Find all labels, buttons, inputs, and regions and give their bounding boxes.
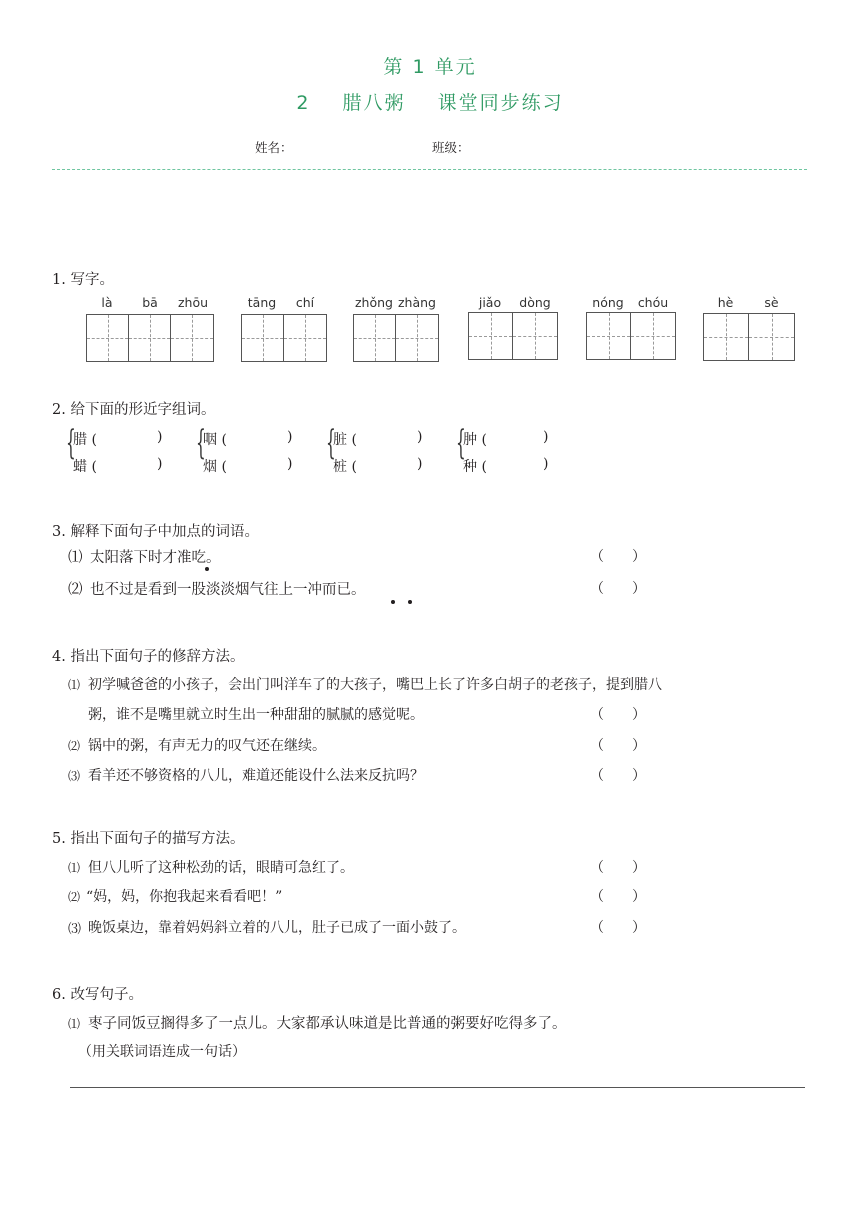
answer-parens[interactable]: （ ） — [590, 738, 646, 754]
close-paren: ) — [543, 456, 549, 472]
writing-grid[interactable] — [241, 314, 327, 362]
pinyin: jiǎo — [478, 295, 502, 310]
q1-title: 1. 写字。 — [52, 272, 114, 288]
pinyin: chí — [295, 295, 315, 310]
name-label: 姓名： — [255, 140, 293, 155]
emphasis-dot — [205, 567, 209, 571]
lesson-type: 课堂同步练习 — [437, 92, 564, 114]
answer-parens[interactable]: （ ） — [590, 920, 646, 936]
lesson-name: 腊八粥 — [342, 92, 406, 114]
word-pair-a: 腊 ( — [73, 432, 97, 448]
item-number: ⑴ — [68, 1017, 81, 1031]
writing-grid[interactable] — [468, 312, 558, 360]
writing-cell[interactable] — [631, 313, 675, 359]
pinyin: hè — [717, 295, 734, 310]
writing-cell[interactable] — [129, 315, 171, 361]
writing-grid[interactable] — [703, 313, 795, 361]
writing-cell[interactable] — [284, 315, 326, 361]
writing-cell[interactable] — [587, 313, 631, 359]
close-paren: ) — [287, 456, 293, 472]
pinyin: zhōu — [177, 295, 209, 310]
pinyin: bā — [142, 295, 158, 310]
item-number: ⑴ — [68, 861, 81, 875]
writing-cell[interactable] — [513, 313, 557, 359]
sentence: 枣子同饭豆搁得多了一点儿。大家都承认味道是比普通的粥要好吃得多了。 — [88, 1016, 567, 1032]
sentence: 太阳落下时才准吃。 — [90, 550, 221, 566]
word-pair-b: 种 ( — [463, 459, 487, 475]
answer-parens[interactable]: （ ） — [590, 768, 646, 784]
close-paren: ) — [157, 429, 163, 445]
sentence: 锅中的粥，有声无力的叹气还在继续。 — [88, 738, 326, 754]
emphasis-dot — [408, 600, 412, 604]
answer-parens[interactable]: （ ） — [590, 889, 646, 905]
item-number: ⑶ — [68, 922, 82, 937]
sentence: 初学喊爸爸的小孩子，会出门叫洋车了的大孩子，嘴巴上长了许多白胡子的老孩子，提到腊八 — [88, 677, 662, 693]
sentence: 也不过是看到一股淡淡烟气往上一冲而已。 — [90, 582, 366, 598]
answer-line[interactable] — [70, 1087, 805, 1088]
answer-parens[interactable]: （ ） — [590, 549, 646, 565]
close-paren: ) — [417, 456, 423, 472]
q6-title: 6. 改写句子。 — [52, 987, 143, 1003]
word-pair-b: 桩 ( — [333, 459, 357, 475]
word-pair-a: 咽 ( — [203, 432, 227, 448]
q4-title: 4. 指出下面句子的修辞方法。 — [52, 649, 245, 665]
item-number: ⑵ — [68, 739, 81, 753]
word-pair-a: 脏 ( — [333, 432, 357, 448]
writing-cell[interactable] — [749, 314, 794, 360]
lesson-title — [0, 88, 860, 115]
sentence: 但八儿听了这种松劲的话，眼睛可急红了。 — [88, 860, 354, 876]
pinyin: sè — [764, 295, 779, 310]
emphasis-dot — [391, 600, 395, 604]
close-paren: ) — [543, 429, 549, 445]
pinyin: zhàng — [397, 295, 436, 310]
instruction-hint: （用关联词语连成一句话） — [78, 1044, 246, 1060]
item-number: ⑴ — [68, 550, 83, 566]
writing-grid[interactable] — [86, 314, 214, 362]
brace-icon: { — [456, 423, 466, 463]
item-number: ⑵ — [68, 890, 81, 904]
brace-icon: { — [326, 423, 336, 463]
writing-cell[interactable] — [87, 315, 129, 361]
unit-title: 第 1 单元 — [383, 56, 477, 78]
answer-parens[interactable]: （ ） — [590, 860, 646, 876]
q3-title: 3. 解释下面句子中加点的词语。 — [52, 524, 259, 540]
pinyin: chóu — [637, 295, 669, 310]
pinyin: zhǒng — [355, 295, 393, 310]
pinyin: nóng — [592, 295, 624, 310]
lesson-number: 2 — [296, 92, 311, 114]
item-number: ⑶ — [68, 769, 81, 783]
brace-icon: { — [66, 423, 76, 463]
word-pair-b: 蜡 ( — [73, 459, 97, 475]
word-pair-b: 烟 ( — [203, 459, 227, 475]
pinyin: tāng — [247, 295, 277, 310]
sentence: 粥，谁不是嘴里就立时生出一种甜甜的腻腻的感觉呢。 — [88, 707, 424, 723]
answer-parens[interactable]: （ ） — [590, 581, 646, 597]
writing-grid[interactable] — [586, 312, 676, 360]
class-label: 班级： — [432, 140, 470, 155]
word-pair-a: 肿 ( — [463, 432, 487, 448]
close-paren: ) — [417, 429, 423, 445]
header-divider — [52, 169, 807, 170]
answer-parens[interactable]: （ ） — [590, 707, 646, 723]
close-paren: ) — [157, 456, 163, 472]
sentence: 看羊还不够资格的八儿，难道还能设什么法来反抗吗？ — [88, 768, 424, 784]
writing-cell[interactable] — [171, 315, 213, 361]
sentence: 晚饭桌边，靠着妈妈斜立着的八儿，肚子已成了一面小鼓了。 — [88, 920, 466, 936]
writing-cell[interactable] — [396, 315, 438, 361]
writing-cell[interactable] — [242, 315, 284, 361]
writing-cell[interactable] — [469, 313, 513, 359]
writing-cell[interactable] — [354, 315, 396, 361]
writing-cell[interactable] — [704, 314, 749, 360]
pinyin: dòng — [519, 295, 551, 310]
item-number: ⑴ — [68, 678, 81, 692]
q2-title: 2. 给下面的形近字组词。 — [52, 402, 216, 418]
item-number: ⑵ — [68, 582, 83, 598]
close-paren: ) — [287, 429, 293, 445]
writing-grid[interactable] — [353, 314, 439, 362]
pinyin: là — [101, 295, 113, 310]
brace-icon: { — [196, 423, 206, 463]
q5-title: 5. 指出下面句子的描写方法。 — [52, 831, 245, 847]
sentence: “妈，妈，你抱我起来看看吧！” — [86, 889, 283, 905]
